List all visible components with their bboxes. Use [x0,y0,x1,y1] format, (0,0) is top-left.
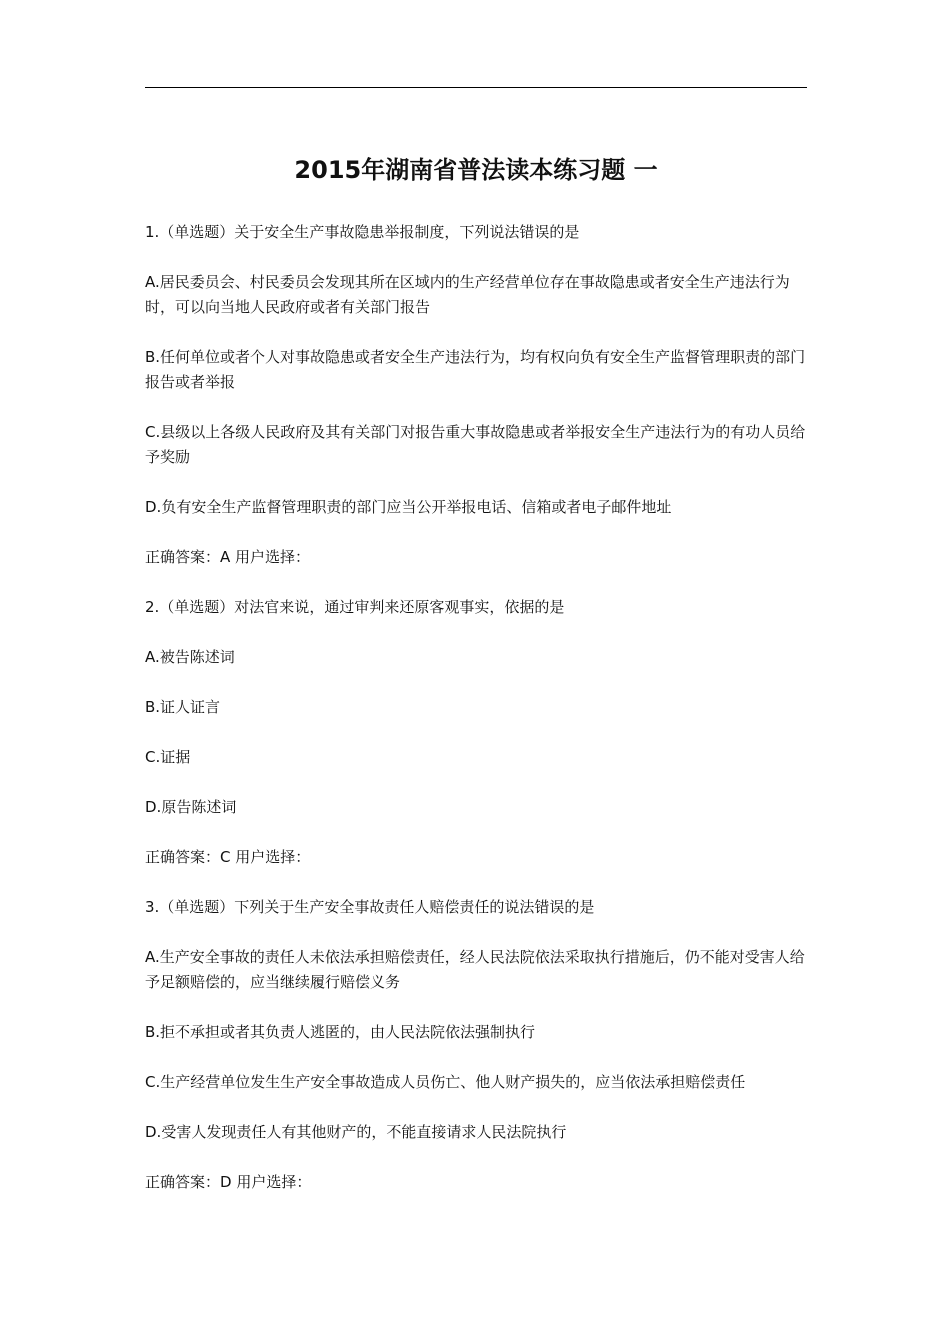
question-option: D.受害人发现责任人有其他财产的，不能直接请求人民法院执行 [145,1123,567,1141]
document-title: 2015年湖南省普法读本练习题 一 [294,156,658,184]
question-option: A.居民委员会、村民委员会发现其所在区域内的生产经营单位存在事故隐患或者安全生产违法行为时，可以向当地人民政府或者有关部门报告 [145,273,790,316]
question-answer: 正确答案：A 用户选择： [145,548,311,566]
question-option: C.生产经营单位发生生产安全事故造成人员伤亡、他人财产损失的，应当依法承担赔偿责任 [145,1073,746,1091]
question-option: B.拒不承担或者其负责人逃匿的，由人民法院依法强制执行 [145,1023,536,1041]
question-option: D.原告陈述词 [145,798,237,816]
question-stem: 1.（单选题）关于安全生产事故隐患举报制度，下列说法错误的是 [145,223,580,241]
document-body [145,220,807,1220]
question-option: A.生产安全事故的责任人未依法承担赔偿责任，经人民法院依法采取执行措施后，仍不能对受害人给予足额赔偿的，应当继续履行赔偿义务 [145,948,805,991]
question-option: B.任何单位或者个人对事故隐患或者安全生产违法行为，均有权向负有安全生产监督管理职责的部门报告或者举报 [145,348,806,391]
question-option: C.县级以上各级人民政府及其有关部门对报告重大事故隐患或者举报安全生产违法行为的有功人员给予奖励 [145,423,806,466]
question-option: D.负有安全生产监督管理职责的部门应当公开举报电话、信箱或者电子邮件地址 [145,498,672,516]
question-option: A.被告陈述词 [145,648,235,666]
question-answer: 正确答案：C 用户选择： [145,848,311,866]
question-stem: 3.（单选题）下列关于生产安全事故责任人赔偿责任的说法错误的是 [145,898,595,916]
header-rule [145,87,807,88]
question-option: B.证人证言 [145,698,221,716]
question-stem: 2.（单选题）对法官来说，通过审判来还原客观事实，依据的是 [145,598,565,616]
question-option: C.证据 [145,748,191,766]
question-answer: 正确答案：D 用户选择： [145,1173,312,1191]
